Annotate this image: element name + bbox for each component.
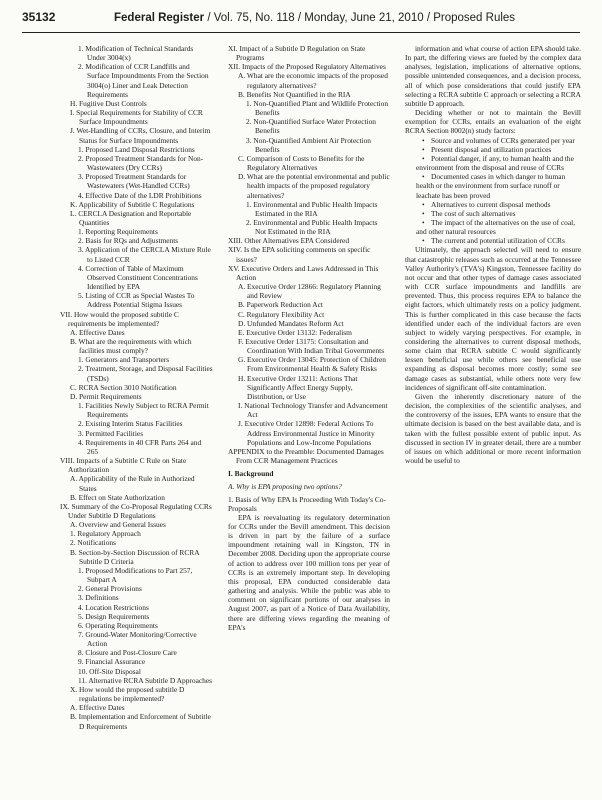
toc-entry: 1. Proposed Land Disposal Restrictions	[78, 144, 195, 154]
toc-entry: XI. Impact of a Subtitle D Regulation on State Programs	[228, 44, 366, 63]
toc-entry: 10. Off-Site Disposal	[78, 666, 141, 676]
toc-entry: 2. Environmental and Public Health Impacts Not Estimated in the RIA	[246, 217, 378, 237]
column-1-table-of-contents	[60, 44, 213, 792]
toc-entry: A. What are the economic impacts of the proposed regulatory alternatives?	[238, 71, 388, 90]
list-item	[405, 172, 581, 199]
toc-entry: 5. Listing of CCR as Special Wastes To Address Potential Stigma Issues	[78, 291, 195, 310]
toc-entry: J. Executive Order 12898: Federal Actions To Address Environmental Justice in Minority Populations and Low-Income Populations	[238, 419, 375, 447]
list-item-text: The cost of such alternatives	[431, 208, 516, 218]
bullet-icon: •	[422, 153, 425, 163]
list-item-text: The current and potential utilization of CCRs	[431, 236, 565, 246]
column-2	[228, 44, 390, 792]
body-paragraph: Given the inherently discretionary nature of the decision, the complexities of the scientific analyses, and the controversy of the issues, EPA wants to ensure that the ultimate decision is based on the best available data, and is taken with the fullest possible extent of public input. As discussed in section IV in greater detail, there are a number of issues on which additional or more recent information would be useful to	[405, 391, 581, 466]
toc-entry: 1. Environmental and Public Health Impacts Estimated in the RIA	[246, 199, 378, 218]
toc-entry: A. Overview and General Issues	[70, 520, 166, 530]
section-heading: I. Background	[228, 469, 274, 479]
toc-entry: I. Special Requirements for Stability of CCR Surface Impoundments	[70, 108, 203, 127]
toc-entry: 3. Non-Quantified Ambient Air Protection Benefits	[246, 135, 372, 154]
toc-entry: B. Implementation and Enforcement of Subtitle D Requirements	[70, 712, 211, 731]
toc-entry: H. Executive Order 13211: Actions That Significantly Affect Energy Supply, Distribution, or Use	[238, 373, 358, 401]
toc-entry: I. National Technology Transfer and Advancement Act	[238, 401, 388, 420]
body-paragraph: Deciding whether or not to maintain the Bevill exemption for CCRs, entails an evaluation of the eight RCRA Section 8002(n) study factors:	[405, 108, 581, 136]
toc-entry: 11. Alternative RCRA Subtitle D Approaches	[78, 675, 212, 685]
toc-entry: H. Fugitive Dust Controls	[70, 98, 147, 108]
column-2-table-of-contents	[228, 44, 390, 465]
toc-entry: 2. General Provisions	[78, 584, 142, 594]
toc-entry: C. Regulatory Flexibility Act	[238, 309, 325, 319]
toc-entry: 8. Closure and Post-Closure Care	[78, 648, 177, 658]
toc-entry: 2. Non-Quantified Surface Water Protection Benefits	[246, 117, 376, 136]
toc-entry: XV. Executive Orders and Laws Addressed in This Action	[228, 263, 379, 282]
toc-entry: 4. Effective Date of the LDR Prohibitions	[78, 190, 202, 200]
toc-entry: 7. Ground-Water Monitoring/Corrective Action	[78, 630, 197, 649]
list-item-text: Alternatives to current disposal methods	[431, 199, 551, 209]
toc-entry: VIII. Impacts of a Subtitle C Rule on State Authorization	[60, 456, 187, 475]
toc-entry: B. Paperwork Reduction Act	[238, 300, 323, 310]
toc-entry: 1. Generators and Transporters	[78, 355, 170, 365]
body-paragraph: information and what course of action EPA should take. In part, the differing views are fueled by the complex data analyses, legislation, implications of alternative options, possible unintended consequences, and a decision process, all of which pose considerations that could justify EPA selecting a RCRA subtitle C approach or selecting a RCRA subtitle D approach.	[405, 44, 581, 108]
toc-entry: IX. Summary of the Co-Proposal Regulating CCRs Under Subtitle D Regulations	[60, 501, 212, 520]
list-item-text: The impact of the alternatives on the use of coal, and other natural resources	[416, 217, 576, 237]
body-paragraph: Ultimately, the approach selected will need to ensure that catastrophic releases such as occurred at the Tennessee Valley Authority's (TVA's) Kingston, Tennessee facility do not occur and that other types of damage cases associated with CCR surface impoundments and landfills are prevented. Thus, this process requires EPA to balance the eight factors, which ultimately rests on a policy judgment. This is further complicated in this case because the facts identified under each of the individual factors are even subject to widely varying perspectives. For example, in considering the alternatives to current disposal methods, some claim that RCRA subtitle C would significantly lessen beneficial use while others see beneficial use expanding as disposal becomes more costly; some see damage cases as substantial, while others note very few incidences of significant off-site contamination.	[405, 245, 581, 392]
running-title	[114, 12, 515, 24]
toc-entry: E. Executive Order 13132: Federalism	[238, 327, 352, 337]
toc-entry: 1. Reporting Requirements	[78, 227, 158, 237]
toc-entry: C. Comparison of Costs to Benefits for the Regulatory Alternatives	[238, 153, 365, 173]
toc-entry: A. Executive Order 12866: Regulatory Planning and Review	[238, 282, 381, 301]
list-item	[405, 209, 581, 218]
bullet-icon: •	[422, 144, 425, 154]
toc-entry: 2. Proposed Treatment Standards for Non-Wastewaters (Dry CCRs)	[78, 153, 204, 173]
toc-entry: 1. Facilities Newly Subject to RCRA Permit Requirements	[78, 401, 209, 420]
list-item	[405, 200, 581, 209]
body-paragraph: EPA is reevaluating its regulatory determination for CCRs under the Bevill amendment. This decision is driven in part by the failure of a surface impoundment retaining wall in Kingston, TN in December 2008. Deciding upon the appropriate course of action to address over 100 million tons per year of CCRs is an extremely important step. In developing this proposal, EPA conducted considerable data gathering and analysis. While the public was able to comment on significant portions of our analyses in August 2007, as part of a Notice of Data Availability, there are differing views regarding the meaning of EPA's	[228, 512, 390, 632]
toc-entry: A. Effective Dates	[70, 327, 125, 337]
toc-entry: 6. Operating Requirements	[78, 620, 158, 630]
study-factors-list	[405, 136, 581, 246]
toc-entry: B. Section-by-Section Discussion of RCRA Subtitle D Criteria	[70, 547, 200, 566]
list-item	[405, 218, 581, 236]
list-item	[405, 154, 581, 172]
toc-entry: G. Executive Order 13045: Protection of Children From Environmental Health & Safety Risks	[238, 355, 386, 374]
toc-entry: K. Applicability of Subtitle C Regulations	[70, 199, 195, 209]
issue-info: / Vol. 75, No. 118 / Monday, June 21, 2010 / Proposed Rules	[204, 12, 516, 24]
list-item	[405, 136, 581, 145]
list-item-text: Potential danger, if any, to human health and the environment from the disposal and reuse of CCRs	[416, 153, 574, 173]
bullet-icon: •	[422, 217, 425, 227]
toc-entry: VII. How would the proposed subtitle C requirements be implemented?	[60, 309, 179, 328]
toc-entry: 3. Application of the CERCLA Mixture Rule to Listed CCR	[78, 245, 211, 264]
toc-entry: 2. Modification of CCR Landfills and Surface Impoundments From the Section 3004(o) Liner and Leak Detection Requirements	[78, 62, 209, 99]
question-heading: A. Why is EPA proposing two options?	[228, 482, 342, 492]
bullet-icon: •	[422, 135, 425, 145]
list-item	[405, 236, 581, 245]
toc-entry: 2. Treatment, Storage, and Disposal Facilities (TSDs)	[78, 364, 213, 383]
page-number: 35132	[22, 10, 56, 24]
list-item-text: Present disposal and utilization practices	[431, 144, 552, 154]
toc-entry: B. What are the requirements with which facilities must comply?	[70, 337, 192, 356]
toc-entry: XIII. Other Alternatives EPA Considered	[228, 236, 350, 246]
toc-entry: 3. Proposed Treatment Standards for Wastewaters (Wet-Handled CCRs)	[78, 172, 190, 191]
list-item-text: Documented cases in which danger to human health or the environment from surface runoff or leachate has been proved	[416, 172, 566, 200]
bullet-icon: •	[422, 208, 425, 218]
toc-entry: 4. Correction of Table of Maximum Observed Constituent Concentrations Identified by EPA	[78, 263, 198, 292]
toc-entry: C. RCRA Section 3010 Notification	[70, 382, 177, 392]
bullet-icon: •	[422, 199, 425, 209]
list-item-text: Source and volumes of CCRs generated per year	[431, 135, 575, 145]
toc-entry: D. Unfunded Mandates Reform Act	[238, 318, 344, 328]
toc-entry: APPENDIX to the Preamble: Documented Damages From CCR Management Practices	[228, 446, 384, 466]
toc-entry: 3. Permitted Facilities	[78, 428, 144, 438]
toc-entry: 2. Existing Interim Status Facilities	[78, 419, 183, 429]
list-item	[405, 145, 581, 154]
column-3	[405, 44, 581, 792]
toc-entry: 1. Non-Quantified Plant and Wildlife Protection Benefits	[246, 98, 389, 118]
toc-entry: B. Effect on State Authorization	[70, 492, 165, 502]
toc-entry: D. What are the potential environmental and public health impacts of the proposed regulatory alternatives?	[238, 172, 390, 200]
toc-entry: X. How would the proposed subtitle D regulations be implemented?	[70, 684, 185, 704]
bullet-icon: •	[422, 172, 425, 182]
toc-entry: 1. Proposed Modifications to Part 257, Subpart A	[78, 565, 193, 585]
toc-entry: 9. Financial Assurance	[78, 657, 146, 667]
toc-entry: A. Applicability of the Rule in Authorized States	[70, 474, 195, 493]
toc-entry: 5. Design Requirements	[78, 611, 150, 621]
bullet-icon: •	[422, 236, 425, 246]
toc-entry: 2. Notifications	[70, 538, 116, 548]
toc-entry: D. Permit Requirements	[70, 391, 142, 401]
toc-entry: 3. Definitions	[78, 593, 119, 603]
toc-entry: F. Executive Order 13175: Consultation and Coordination With Indian Tribal Governments	[238, 337, 385, 356]
subheading: 1. Basis of Why EPA Is Proceeding With Today's Co-Proposals	[228, 494, 386, 513]
toc-entry: 2. Basis for RQs and Adjustments	[78, 236, 179, 246]
toc-entry: A. Effective Dates	[70, 703, 125, 713]
publication-name: Federal Register	[114, 12, 205, 24]
toc-entry: XIV. Is the EPA soliciting comments on specific issues?	[228, 245, 371, 264]
toc-entry: 1. Regulatory Approach	[70, 529, 141, 539]
toc-entry: J. Wet-Handling of CCRs, Closure, and Interim Status for Surface Impoundments	[70, 126, 211, 145]
page-header	[22, 10, 580, 33]
toc-entry: 4. Location Restrictions	[78, 602, 149, 612]
toc-entry: 4. Requirements in 40 CFR Parts 264 and 265	[78, 437, 202, 456]
toc-entry: L. CERCLA Designation and Reportable Quantities	[70, 208, 192, 227]
toc-entry: 1. Modification of Technical Standards Under 3004(x)	[78, 44, 194, 63]
toc-entry: B. Benefits Not Quantified in the RIA	[238, 89, 351, 99]
toc-entry: XII. Impacts of the Proposed Regulatory Alternatives	[228, 62, 386, 72]
